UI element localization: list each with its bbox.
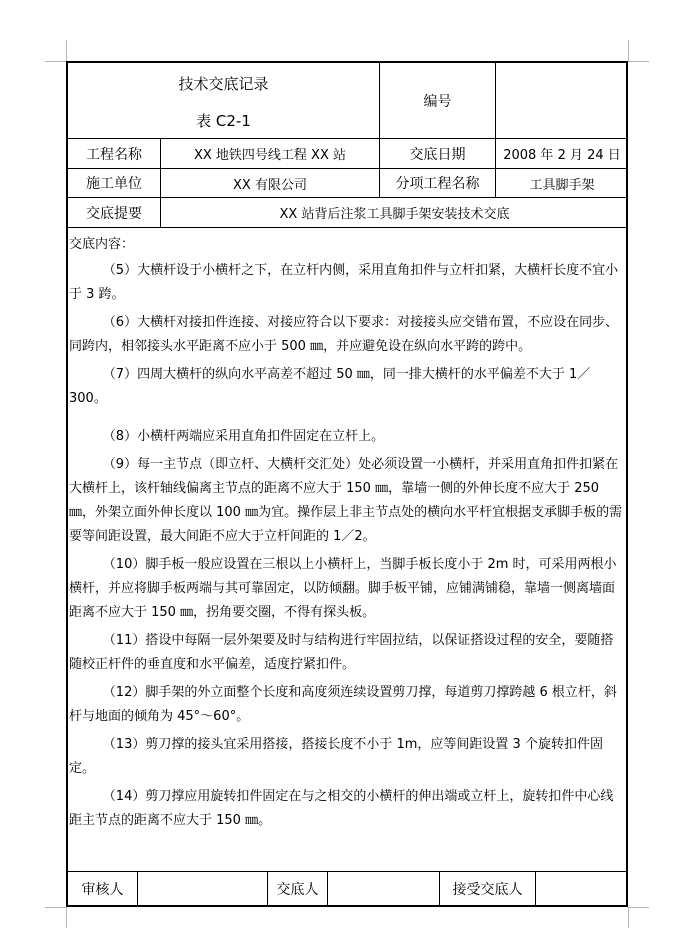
crop-mark-top-right-h [628,61,649,62]
unit-value[interactable]: XX 有限公司 [161,169,380,198]
receiver-signature[interactable] [536,871,628,905]
number-value[interactable] [496,63,628,139]
reviewer-signature[interactable] [138,871,268,905]
summary-value[interactable]: XX 站背后注浆工具脚手架安装技术交底 [161,198,628,228]
content-paragraph: （7）四周大横杆的纵向水平高差不超过 50 ㎜，同一排大横杆的水平偏差不大于 1／300。 [69,367,591,406]
unit-label: 施工单位 [68,169,161,198]
date-label: 交底日期 [380,139,496,169]
content-paragraph: （5）大横杆设于小横杆之下，在立杆内侧，采用直角扣件与立杆扣紧，大横杆长度不宜小于 3 跨。 [69,263,619,302]
sub-project-label: 分项工程名称 [380,169,496,198]
crop-mark-bottom-right-v [628,907,629,928]
content-paragraph: （13）剪刀撑的接头宜采用搭接，搭接长度不小于 1m，应等间距设置 3 个旋转扣件固定。 [69,737,603,776]
crop-mark-top-right-v [628,40,629,61]
disclosure-content [68,233,626,871]
content-paragraph: （11）搭设中每隔一层外架要及时与结构进行牢固拉结，以保证搭设过程的安全，要随搭随校正杆件的垂直度和水平偏差，适度拧紧扣件。 [69,633,614,672]
crop-mark-top-left-v [66,40,67,61]
content-paragraph: （12）脚手架的外立面整个长度和高度须连续设置剪刀撑，每道剪刀撑跨越 6 根立杆，斜杆与地面的倾角为 45°～60°。 [69,685,617,724]
crop-mark-bottom-right-h [628,907,649,908]
receiver-label: 接受交底人 [440,871,536,905]
discloser-signature[interactable] [328,871,440,905]
form-number: 表 C2-1 [196,112,251,130]
content-paragraph: （14）剪刀撑应用旋转扣件固定在与之相交的小横杆的伸出端或立杆上，旋转扣件中心线距主节点的距离不应大于 150 ㎜。 [69,789,614,828]
reviewer-label: 审核人 [68,871,138,905]
content-paragraph: （6）大横杆对接扣件连接、对接应符合以下要求：对接接头应交错布置，不应设在同步、同跨内，相邻接头水平距离不应小于 500 ㎜，并应避免设在纵向水平跨的跨中。 [69,315,619,354]
disclosure-record-form [66,61,628,907]
form-title: 技术交底记录 [178,75,269,93]
summary-label: 交底提要 [68,198,161,228]
crop-mark-top-left-h [45,61,66,62]
crop-mark-bottom-left-h [45,907,66,908]
discloser-label: 交底人 [268,871,328,905]
title-cell [68,63,380,139]
number-label: 编号 [380,63,496,139]
crop-mark-bottom-left-v [66,907,67,928]
content-heading: 交底内容： [69,237,135,252]
content-paragraph: （10）脚手板一般应设置在三根以上小横杆上，当脚手板长度小于 2m 时，可采用两根小横杆，并应将脚手板两端与其可靠固定，以防倾翻。脚手板平铺，应铺满铺稳，靠墙一侧离墙面距离不应大于 150 ㎜，拐角要交圈，不得有探头板。 [69,557,617,620]
content-paragraph: （9）每一主节点（即立杆、大横杆交汇处）处必须设置一小横杆，并采用直角扣件扣紧在大横杆上，该杆轴线偏离主节点的距离不应大于 150 ㎜，靠墙一侧的外伸长度不应大于 250 ㎜，外架立面外伸长度以 100 ㎜为宜。操作层上非主节点处的横向水平杆宜根据支承脚手板的需要等间距设置，最大间距不应大于立杆间距的 1／2。 [69,457,623,544]
sub-project-value[interactable]: 工具脚手架 [496,169,628,198]
project-name-label: 工程名称 [68,139,161,169]
date-value[interactable]: 2008 年 2 月 24 日 [496,139,628,169]
content-paragraph: （8）小横杆两端应采用直角扣件固定在立杆上。 [102,429,385,444]
project-name-value[interactable]: XX 地铁四号线工程 XX 站 [161,139,380,169]
